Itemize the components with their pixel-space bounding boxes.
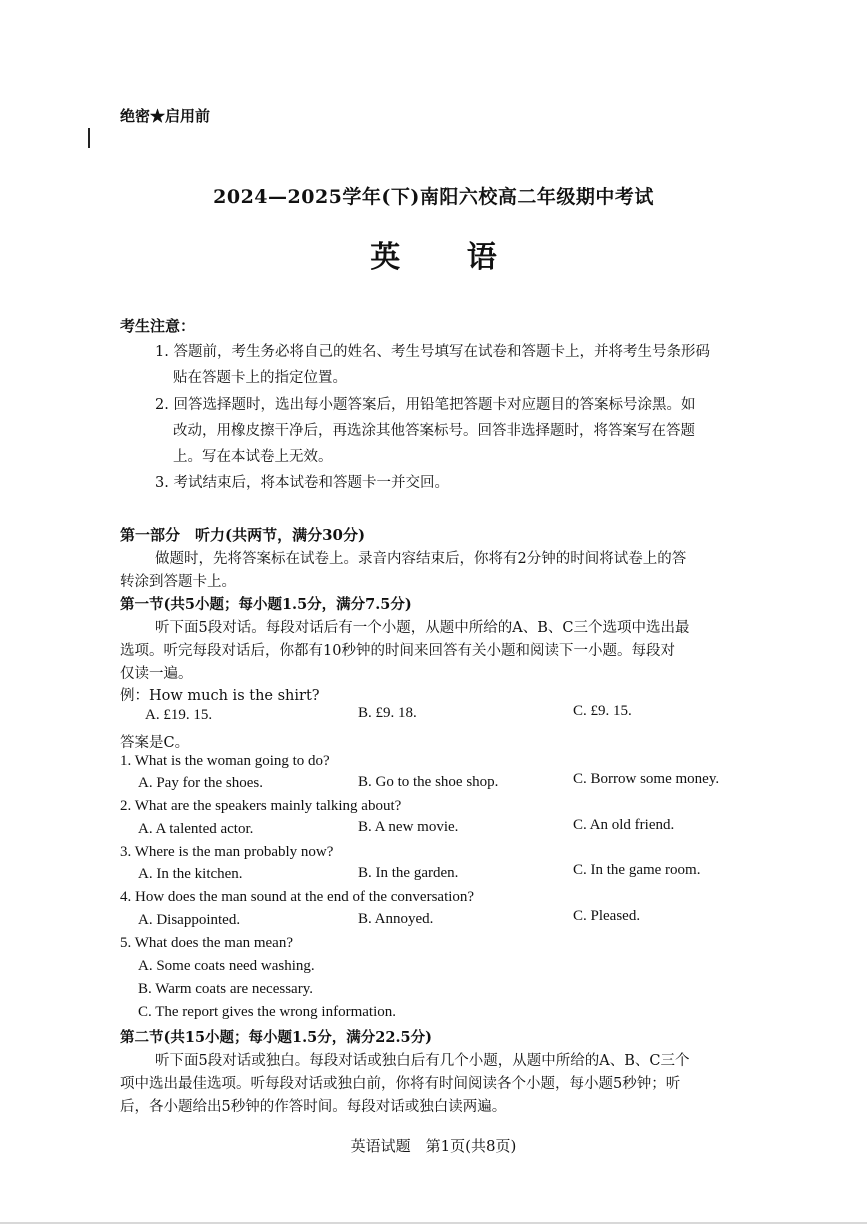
q3-option-c: C. In the game room. xyxy=(573,862,701,878)
part1-heading: 第一部分 听力(共两节，满分30分) xyxy=(120,526,366,544)
section2-intro-line: 后，各小题给出5秒钟的作答时间。每段对话或独白读两遍。 xyxy=(120,1099,507,1115)
question-4: 4. How does the man sound at the end of the conversation? xyxy=(120,889,475,905)
q1-option-c: C. Borrow some money. xyxy=(573,771,720,787)
q4-option-a: A. Disappointed. xyxy=(138,912,241,928)
secret-label: 绝密★启用前 xyxy=(120,107,211,125)
notice-line: 1. 答题前，考生务必将自己的姓名、考生号填写在试卷和答题卡上，并将考生号条形码 xyxy=(155,344,710,360)
section1-heading: 第一节(共5小题；每小题1.5分，满分7.5分) xyxy=(120,596,412,613)
example-question: 例：How much is the shirt? xyxy=(120,688,320,704)
page-footer: 英语试题 第1页(共8页) xyxy=(350,1137,517,1155)
example-option-a: A. £19. 15. xyxy=(145,707,213,723)
section2-intro-line: 项中选出最佳选项。听每段对话或独白前，你将有时间阅读各个小题，每小题5秒钟；听 xyxy=(120,1076,681,1092)
q5-option-b: B. Warm coats are necessary. xyxy=(138,981,313,997)
notice-heading: 考生注意： xyxy=(120,317,196,335)
q2-option-b: B. A new movie. xyxy=(358,819,459,835)
q4-option-c: C. Pleased. xyxy=(573,908,641,924)
section2-intro-line: 听下面5段对话或独白。每段对话或独白后有几个小题，从题中所给的A、B、C三个 xyxy=(155,1053,690,1069)
section1-intro-line: 听下面5段对话。每段对话后有一个小题，从题中所给的A、B、C三个选项中选出最 xyxy=(155,620,690,636)
example-answer: 答案是C。 xyxy=(120,735,190,751)
question-3: 3. Where is the man probably now? xyxy=(120,844,334,860)
subject-title: 英 语 xyxy=(370,240,525,275)
example-option-b: B. £9. 18. xyxy=(358,705,417,721)
notice-line: 贴在答题卡上的指定位置。 xyxy=(173,370,347,386)
section2-heading: 第二节(共15小题；每小题1.5分，满分22.5分) xyxy=(120,1029,432,1046)
q3-option-b: B. In the garden. xyxy=(358,865,459,881)
section1-intro-line: 选项。听完每段对话后，你都有10秒钟的时间来回答有关小题和阅读下一小题。每段对 xyxy=(120,643,675,659)
q3-option-a: A. In the kitchen. xyxy=(138,866,243,882)
margin-mark xyxy=(88,128,90,148)
q2-option-c: C. An old friend. xyxy=(573,817,675,833)
notice-line: 2. 回答选择题时，选出每小题答案后，用铅笔把答题卡对应题目的答案标号涂黑。如 xyxy=(155,397,696,413)
question-1: 1. What is the woman going to do? xyxy=(120,753,330,769)
part1-intro-line: 转涂到答题卡上。 xyxy=(120,574,236,590)
q2-option-a: A. A talented actor. xyxy=(138,821,254,837)
notice-line: 3. 考试结束后，将本试卷和答题卡一并交回。 xyxy=(155,475,449,491)
part1-intro-line: 做题时，先将答案标在试卷上。录音内容结束后，你将有2分钟的时间将试卷上的答 xyxy=(155,551,687,567)
notice-line: 上。写在本试卷上无效。 xyxy=(173,449,333,465)
example-option-c: C. £9. 15. xyxy=(573,703,632,719)
notice-line: 改动，用橡皮擦干净后，再选涂其他答案标号。回答非选择题时，将答案写在答题 xyxy=(173,423,695,439)
section1-intro-line: 仅读一遍。 xyxy=(120,666,193,682)
question-2: 2. What are the speakers mainly talking about? xyxy=(120,798,402,814)
q4-option-b: B. Annoyed. xyxy=(358,911,434,927)
scan-edge-line xyxy=(0,1222,867,1224)
question-5: 5. What does the man mean? xyxy=(120,935,293,951)
exam-title: 2024—2025学年(下)南阳六校高二年级期中考试 xyxy=(213,186,654,208)
q1-option-b: B. Go to the shoe shop. xyxy=(358,774,499,790)
q1-option-a: A. Pay for the shoes. xyxy=(138,775,263,791)
q5-option-a: A. Some coats need washing. xyxy=(138,958,315,974)
q5-option-c: C. The report gives the wrong information. xyxy=(138,1004,397,1020)
